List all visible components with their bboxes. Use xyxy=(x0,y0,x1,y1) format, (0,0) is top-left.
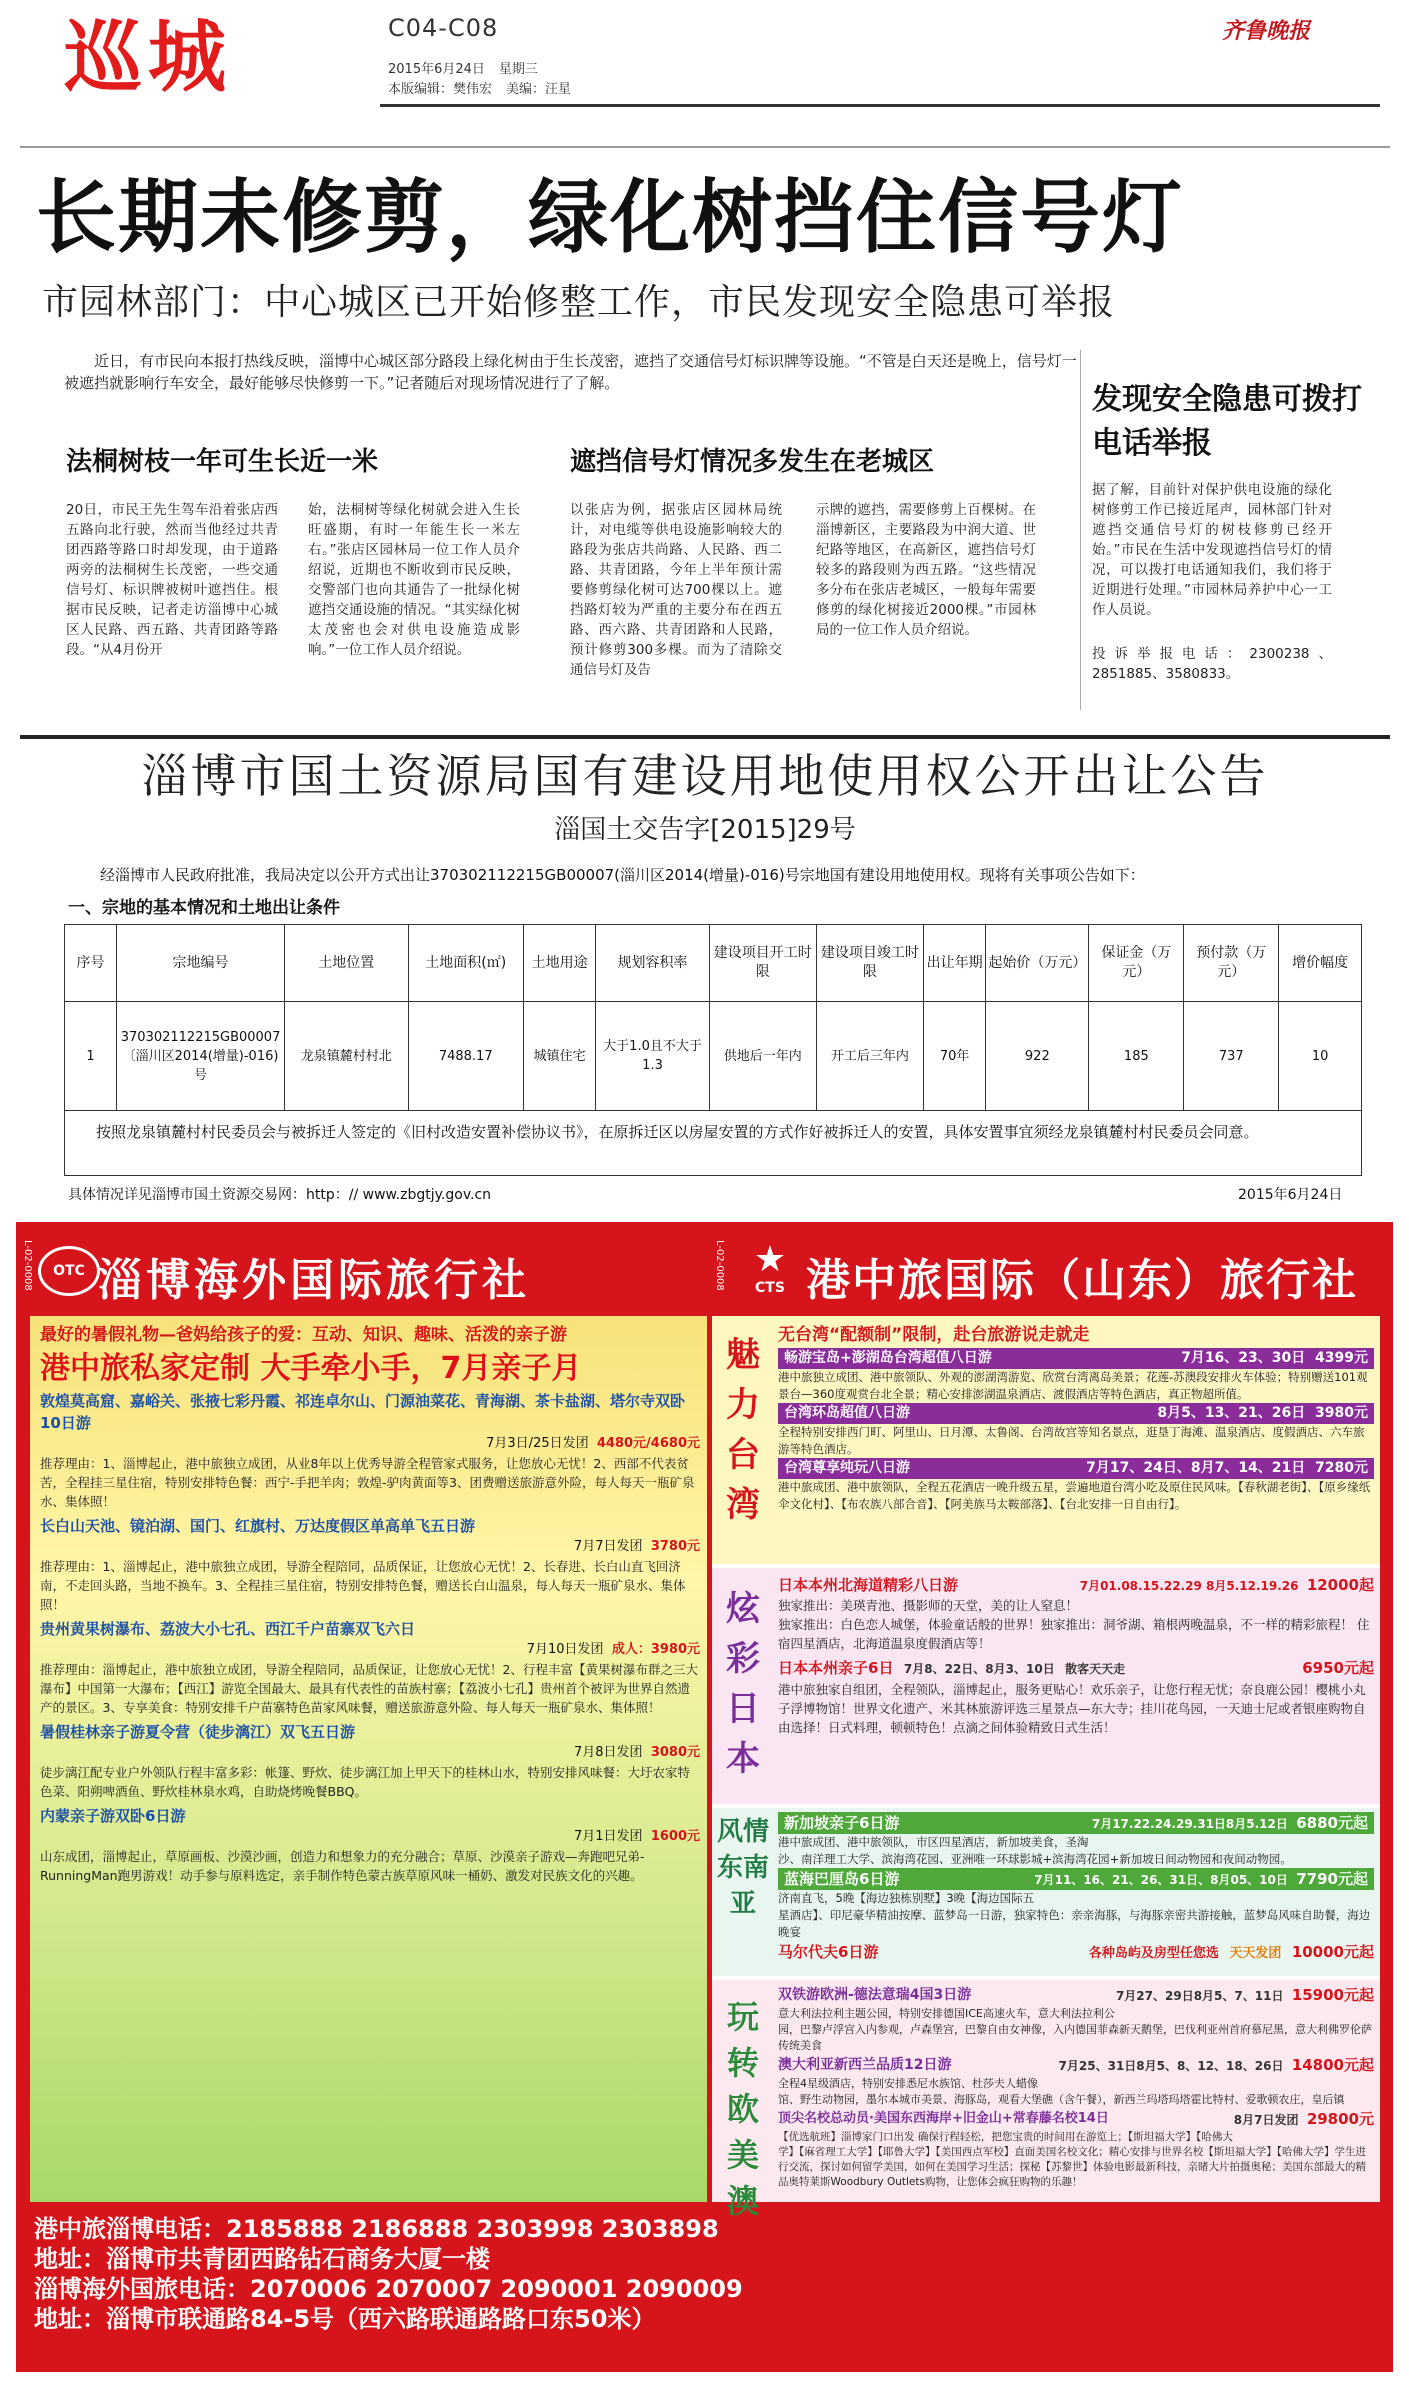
cts-logo-text: CTS xyxy=(755,1280,785,1296)
tour-5-price: 1600元 xyxy=(650,1829,700,1844)
taiwan-tour-3-price: 7280元 xyxy=(1315,1460,1368,1476)
west-tour-1-desc: 意大利法拉利主题公园，特别安排德国ICE高速火车，意大利法拉利公园，巴黎卢浮宫入内参观，卢森堡宫，巴黎自由女神像，入内德国菲森新天鹅堡，巴伐利亚州首府慕尼黑，意大利佛罗伦萨传统美食 xyxy=(778,2007,1372,2052)
tour-3-title: 贵州黄果树瀑布、荔波大小七孔、西江千户苗寨双飞六日 xyxy=(40,1620,416,1638)
tour-1-date: 7月3日/25日发团 xyxy=(486,1436,589,1451)
tour-4-desc: 徒步漓江配专业户外领队行程丰富多彩：帐篷、野炊、徒步漓江加上甲天下的桂林山水，特别安排风味餐：大圩农家特色菜、阳朔啤酒鱼、野炊桂林泉水鸡，自助烧烤晚餐BBQ。 xyxy=(40,1765,691,1799)
td-increment: 10 xyxy=(1279,1002,1362,1111)
ad-right-name: 港中旅国际（山东）旅行社 xyxy=(806,1255,1358,1306)
ad-code-right: L-02-0008 xyxy=(714,1240,725,1291)
sea-tour-2-title: 蓝海巴厘岛6日游 xyxy=(784,1870,900,1888)
taiwan-tour-2-title: 台湾环岛超值八日游 xyxy=(784,1405,910,1421)
west-tour-3-dates: 8月7日发团 xyxy=(1233,2113,1299,2127)
group-taiwan xyxy=(778,1322,1374,1513)
japan-tour-2-title: 日本本州亲子6日 xyxy=(778,1659,894,1677)
ad-left-name: 淄博海外国际旅行社 xyxy=(98,1255,530,1306)
sea-tour-1-desc: 港中旅成团、港中旅领队，市区四星酒店，新加坡美食，圣淘沙、南洋理工大学、滨海湾花园、亚洲唯一环球影城+滨海湾花园+新加坡日间动物园和夜间动物园。 xyxy=(778,1835,1292,1866)
west-tour-1-dates: 7月27、29日8月5、7、11日 xyxy=(1115,1989,1284,2003)
land-table-header xyxy=(65,925,1362,1002)
land-table-row xyxy=(65,1002,1362,1111)
tour-4-price: 3080元 xyxy=(650,1745,700,1760)
land-table xyxy=(64,924,1362,1111)
tour-2-title: 长白山天池、镜泊湖、国门、红旗村、万达度假区单高单飞五日游 xyxy=(40,1517,476,1535)
tour-4-title: 暑假桂林亲子游夏令营（徒步漓江）双飞五日游 xyxy=(40,1723,356,1741)
th-area: 土地面积(㎡) xyxy=(408,925,523,1002)
notice-title: 淄博市国土资源局国有建设用地使用权公开出让公告 xyxy=(141,749,1269,803)
section-logo: 巡城 xyxy=(64,12,233,103)
td-use: 城镇住宅 xyxy=(523,1002,595,1111)
sidebar-body: 据了解，目前针对保护供电设施的绿化树修剪工作已接近尾声，园林部门针对遮挡交通信号灯的树枝修剪已经开始。”市民在生活中发现遮挡信号灯的情况，可以拨打电话通知我们，我们将于近期进行处理。”市园林局养护中心一工作人员说。 xyxy=(1092,482,1332,618)
th-use: 土地用途 xyxy=(523,925,595,1002)
taiwan-tour-2-dates: 8月5、13、21、26日 xyxy=(1157,1405,1306,1421)
west-tour-1-price: 15900元起 xyxy=(1291,1986,1374,2004)
th-term: 出让年期 xyxy=(924,925,986,1002)
article-lead xyxy=(64,350,1078,394)
taiwan-tour-1-title: 畅游宝岛+澎湖岛台湾超值八日游 xyxy=(784,1350,992,1366)
japan-tour-2-dates: 7月8、22日、8月3、10日 xyxy=(903,1662,1055,1676)
group-sea-label: 风情东南亚 xyxy=(716,1817,769,1919)
th-prepay: 预付款（万元） xyxy=(1184,925,1279,1002)
japan-tour-2-desc: 港中旅独家自组团，全程领队，淄博起止，服务更贴心！欢乐亲子，让您行程无忧；奈良鹿公园！樱桃小丸子浮博物馆！世界文化遗产、米其林旅游评选三星景点—东大寺；挂川花鸟园，一天迪士尼或者银座购物自由选择！日式料理，顿顿特色！点滴之间体验精致日式生活！ xyxy=(778,1682,1366,1735)
tour-3-date: 7月10日发团 xyxy=(526,1642,604,1657)
notice-date: 2015年6月24日 xyxy=(1238,1187,1343,1203)
sea-tour-1-title: 新加坡亲子6日游 xyxy=(784,1814,900,1832)
td-no: 1 xyxy=(65,1002,117,1111)
sea-tour-3-extra2: 天天发团 xyxy=(1229,1946,1282,1961)
taiwan-tour-2 xyxy=(778,1403,1374,1424)
ad-left-content xyxy=(40,1322,700,1885)
th-no: 序号 xyxy=(65,925,117,1002)
sea-tour-2 xyxy=(778,1868,1374,1890)
td-end: 开工后三年内 xyxy=(816,1002,923,1111)
taiwan-tour-3-title: 台湾尊享纯玩八日游 xyxy=(784,1460,910,1476)
west-tour-3-desc: 【优选航班】淄博家门口出发 确保行程轻松，把您宝贵的时间用在游览上；【斯坦福大学】【哈佛大学】【麻省理工大学】【耶鲁大学】【美国西点军校】直面美国名校文化；精心安排与世界名校【斯坦福大学】【哈佛大学】学生进行交流，探讨如何留学美国，如何在美国学习生活；探秘【苏黎世】体验电影最新科技，亲睹大片拍摄奥秘；美国东部最大的精品奥特莱斯Woodbury Outlets购物，让您体会疯狂购物的乐趣！ xyxy=(778,2131,1366,2188)
sea-tour-3 xyxy=(778,1941,1374,1963)
taiwan-tour-3-dates: 7月17、24日、8月7、14、21日 xyxy=(1086,1460,1306,1476)
taiwan-tour-1-dates: 7月16、23、30日 xyxy=(1181,1350,1306,1366)
th-increment: 增价幅度 xyxy=(1279,925,1362,1002)
newspaper-name: 齐鲁晚报 xyxy=(1222,18,1311,44)
otc-logo: OTC xyxy=(38,1246,100,1296)
tour-3-price: 成人：3980元 xyxy=(611,1642,700,1657)
taiwan-tour-1-price: 4399元 xyxy=(1315,1350,1368,1366)
japan-tour-2 xyxy=(778,1657,1374,1680)
japan-tour-1-title: 日本本州北海道精彩八日游 xyxy=(778,1576,959,1594)
group-japan xyxy=(778,1574,1374,1737)
west-tour-3 xyxy=(778,2108,1374,2130)
taiwan-tour-1 xyxy=(778,1348,1374,1369)
sea-tour-2-price: 7790元起 xyxy=(1296,1870,1368,1888)
article-lead-text: 近日，有市民向本报打热线反映，淄博中心城区部分路段上绿化树由于生长茂密，遮挡了交通信号灯标识牌等设施。“不管是白天还是晚上，信号灯一被遮挡就影响行车安全，最好能够尽快修剪一下。”记者随后对现场情况进行了了解。 xyxy=(64,352,1077,392)
sea-tour-1 xyxy=(778,1812,1374,1834)
tour-1-title: 敦煌莫高窟、嘉峪关、张掖七彩丹霞、祁连卓尔山、门源油菜花、青海湖、茶卡盐湖、塔尔寺双卧10日游 xyxy=(40,1392,686,1432)
header-rule xyxy=(380,104,1380,107)
th-end: 建设项目竣工时限 xyxy=(816,925,923,1002)
th-parcel: 宗地编号 xyxy=(117,925,285,1002)
notice-footer: 具体情况详见淄博市国土资源交易网：http：// www.zbgtjy.gov.cn xyxy=(68,1187,492,1203)
tour-5-date: 7月1日发团 xyxy=(574,1829,643,1844)
sidebar-phone: 投诉举报电话：2300238、2851885、3580833。 xyxy=(1092,646,1332,682)
west-tour-2-title: 澳大利亚新西兰品质12日游 xyxy=(778,2057,952,2073)
notice-doc-no: 淄国土交告字[2015]29号 xyxy=(554,815,856,845)
tour-5-title: 内蒙亲子游双卧6日游 xyxy=(40,1807,186,1825)
designer-credit: 美编：汪星 xyxy=(506,82,572,97)
taiwan-head: 无台湾“配额制”限制，赴台旅游说走就走 xyxy=(778,1325,1090,1345)
issue-meta xyxy=(388,60,585,100)
section-title-2: 遮挡信号灯情况多发生在老城区 xyxy=(570,447,935,477)
th-start: 建设项目开工时限 xyxy=(709,925,816,1002)
tour-2-price: 3780元 xyxy=(650,1539,700,1554)
group-taiwan-label: 魅力台湾 xyxy=(726,1335,760,1525)
td-prepay: 737 xyxy=(1184,1002,1279,1111)
td-start-price: 922 xyxy=(986,1002,1089,1111)
group-west-label: 玩转欧美澳 xyxy=(726,1998,759,2220)
ad-contacts xyxy=(34,2214,1034,2334)
west-tour-2-desc: 全程4星级酒店，特别安排悉尼水族馆、杜莎夫人蜡像馆、野生动物园，墨尔本城市美景、海豚岛，观看大堡礁（含午餐），新西兰玛塔玛塔霍比特村、爱歌顿农庄，皇后镇 xyxy=(778,2077,1345,2106)
contact-line-1: 港中旅淄博电话：2185888 2186888 2303998 2303898 xyxy=(34,2215,719,2243)
taiwan-tour-2-desc: 全程特别安排西门町、阿里山、日月潭、太鲁阁、台湾故宫等知名景点，逛垦丁海滩、温泉酒店、度假酒店、六车旅游等特色酒店。 xyxy=(778,1425,1365,1456)
west-tour-2-dates: 7月25、31日8月5、8、12、18、26日 xyxy=(1058,2059,1284,2073)
editor-credit: 本版编辑：樊伟宏 xyxy=(388,82,493,97)
tour-2-date: 7月7日发团 xyxy=(574,1539,643,1554)
contact-line-2: 地址：淄博市共青团西路钻石商务大厦一楼 xyxy=(34,2245,490,2273)
contact-line-3: 淄博海外国旅电话：2070006 2070007 2090001 2090009 xyxy=(34,2275,743,2303)
japan-tour-1 xyxy=(778,1574,1374,1596)
th-deposit: 保证金（万元） xyxy=(1089,925,1184,1002)
taiwan-tour-1-desc: 港中旅独立成团、港中旅领队、外观的澎湖湾游览、欣赏台湾离岛美景；花莲-苏澳段安排火车体验；特别赠送101观景台—360度观赏台北全景；精心安排澎湖温泉酒店、渡假酒店等特色酒店，真正物超所值。 xyxy=(778,1370,1368,1401)
sidebar-title: 发现安全隐患可拨打电话举报 xyxy=(1092,382,1362,461)
tour-3-desc: 推荐理由：淄博起止，港中旅独立成团，导游全程陪同，品质保证，让您放心无忧！2、行程丰富【黄果树瀑布群之三大瀑布】中国第一大瀑布；【西江】游览全国最大、最具有代表性的苗族村寨；【荔波小七孔】贵州首个被评为世界自然遗产的景区。3、专享美食：特别安排千户苗寨特色苗家风味餐，赠送旅游意外险、每人每天一瓶矿泉水、集体照！ xyxy=(40,1662,698,1715)
japan-tour-1-desc: 独家推出：美瑛青池、摄影师的天堂，美的让人窒息！独家推出：白色恋人城堡，体验童话般的世界！独家推出：洞爷湖、箱根两晚温泉，不一样的精彩旅程！ 住宿四星酒店，北海道温泉度假酒店等！ xyxy=(778,1598,1370,1651)
sea-tour-2-desc: 济南直飞，5晚【海边独栋别墅】3晚【海边国际五星酒店】、印尼豪华精油按摩、蓝梦岛一日游，独家特色：亲亲海豚，与海豚亲密共游接触，蓝梦岛风味自助餐，海边晚宴 xyxy=(778,1891,1371,1939)
west-tour-2 xyxy=(778,2054,1374,2076)
sea-tour-3-extra: 各种岛屿及房型任您选 xyxy=(1088,1946,1219,1961)
issue-weekday: 星期三 xyxy=(498,62,538,77)
notice-note: 按照龙泉镇麓村村民委员会与被拆迁人签定的《旧村改造安置补偿协议书》，在原拆迁区以房屋安置的方式作好被拆迁人的安置，具体安置事宜须经龙泉镇麓村村民委员会同意。 xyxy=(96,1123,1259,1141)
notice-intro: 经淄博市人民政府批准，我局决定以公开方式出让370302112215GB00007(淄川区2014(增量)-016)号宗地国有建设用地使用权。现将有关事项公告如下： xyxy=(100,866,1145,884)
sea-tour-1-price: 6880元起 xyxy=(1296,1814,1368,1832)
article-headline: 长期未修剪，绿化树挡住信号灯 xyxy=(36,171,1184,264)
sea-tour-2-dates: 7月11、16、21、26、31日、8月05、10日 xyxy=(1034,1873,1288,1887)
tour-2-desc: 推荐理由：1、淄博起止，港中旅独立成团，导游全程陪同，品质保证，让您放心无忧！2、长春进、长白山直飞回济南，不走回头路，当地不换车。3、全程挂三星住宿，特别安排特色餐，赠送长白山温泉，每人每天一瓶矿泉水、集体照！ xyxy=(40,1559,686,1612)
sea-tour-3-title: 马尔代夫6日游 xyxy=(778,1943,879,1961)
tour-5-desc: 山东成团，淄博起止，草原画板、沙漠沙画，创造力和想象力的充分融合；草原、沙漠亲子游戏—奔跑吧兄弟-RunningMan跑男游戏！动手参与原料选定，亲手制作特色蒙古族草原风味一桶奶、激发对民族文化的兴趣。 xyxy=(40,1849,645,1883)
page-range: C04-C08 xyxy=(388,14,499,42)
td-far: 大于1.0且不大于1.3 xyxy=(596,1002,709,1111)
th-location: 土地位置 xyxy=(285,925,409,1002)
td-area: 7488.17 xyxy=(408,1002,523,1111)
group-west xyxy=(778,1984,1374,2190)
group-sea xyxy=(778,1812,1374,1965)
ad-code-left: L-02-0008 xyxy=(22,1240,33,1291)
west-tour-1 xyxy=(778,1984,1374,2006)
taiwan-tour-2-price: 3980元 xyxy=(1315,1405,1368,1421)
section-2-col-2: 示牌的遮挡，需要修剪上百棵树。在淄博新区，主要路段为中润大道、世纪路等地区，在高新区，遮挡信号灯较多的路段则为西五路。“这些情况多分布在张店老城区，一般每年需要修剪的绿化树接近2000棵。”市园林局的一位工作人员介绍说。 xyxy=(816,502,1036,638)
tour-4-date: 7月8日发团 xyxy=(574,1745,643,1760)
td-parcel: 370302112215GB00007〔淄川区2014(增量)-016)号 xyxy=(117,1002,285,1111)
west-tour-1-title: 双铁游欧洲-德法意瑞4国3日游 xyxy=(778,1987,972,2003)
article-subheadline: 市园林部门：中心城区已开始修整工作，市民发现安全隐患可举报 xyxy=(42,282,1116,323)
contact-line-4: 地址：淄博市联通路84-5号（西六路联通路路口东50米） xyxy=(34,2305,656,2333)
th-far: 规划容积率 xyxy=(596,925,709,1002)
th-start-price: 起始价（万元） xyxy=(986,925,1089,1002)
cts-logo xyxy=(742,1240,798,1300)
sea-tour-3-price: 10000元起 xyxy=(1291,1943,1374,1961)
header-rule-bottom xyxy=(20,146,1390,148)
section-2-col-1: 以张店为例，据张店区园林局统计，对电缆等供电设施影响较大的路段为张店共尚路、人民路、西二路、共青团路，今年上半年预计需要修剪绿化树可达700棵以上。遮挡路灯较为严重的主要分布在西五路、西六路、共青团路和人民路，预计修剪300多棵。而为了清除交通信号灯及告 xyxy=(570,502,782,678)
star-icon: ★ xyxy=(753,1239,787,1280)
ad-left-intro: 最好的暑假礼物—爸妈给孩子的爱：互动、知识、趣味、活泼的亲子游 xyxy=(40,1325,567,1345)
td-deposit: 185 xyxy=(1089,1002,1184,1111)
issue-date: 2015年6月24日 xyxy=(388,62,485,77)
taiwan-tour-3 xyxy=(778,1458,1374,1479)
article-divider xyxy=(20,735,1390,739)
td-start: 供地后一年内 xyxy=(709,1002,816,1111)
west-tour-3-title: 顶尖名校总动员·美国东西海岸+旧金山+常春藤名校14日 xyxy=(778,2111,1109,2126)
notice-section-1: 一、宗地的基本情况和土地出让条件 xyxy=(68,898,340,918)
td-term: 70年 xyxy=(924,1002,986,1111)
section-title-1: 法桐树枝一年可生长近一米 xyxy=(66,447,379,477)
japan-tour-2-extra: 散客天天走 xyxy=(1065,1662,1126,1676)
column-separator xyxy=(1080,350,1081,710)
japan-tour-1-dates: 7月01.08.15.22.29 8月5.12.19.26 xyxy=(1079,1579,1299,1593)
section-1-col-1: 20日，市民王先生驾车沿着张店西五路向北行驶，然而当他经过共青团西路等路口时却发现，由于道路两旁的法桐树生长茂密，一些交通信号灯、标识牌被树叶遮挡住。根据市民反映，记者走访淄博中心城区人民路、西五路、共青团路等路段。“从4月份开 xyxy=(66,502,278,658)
group-japan-label: 炫彩日本 xyxy=(726,1589,760,1779)
west-tour-2-price: 14800元起 xyxy=(1291,2056,1374,2074)
ad-left-banner: 港中旅私家定制 大手牵小手，7月亲子月 xyxy=(40,1351,582,1386)
sea-tour-1-dates: 7月17.22.24.29.31日8月5.12日 xyxy=(1091,1817,1288,1831)
section-1-col-2: 始，法桐树等绿化树就会进入生长旺盛期，有时一年能生长一米左右。”张店区园林局一位工作人员介绍说，近期也不断收到市民反映，交警部门也向其通告了一批绿化树遮挡交通设施的情况。“其实绿化树太茂密也会对供电设施造成影响。”一位工作人员介绍说。 xyxy=(308,502,520,658)
td-location: 龙泉镇麓村村北 xyxy=(285,1002,409,1111)
japan-tour-2-price: 6950元起 xyxy=(1302,1659,1374,1677)
tour-1-price: 4480元/4680元 xyxy=(596,1436,700,1451)
japan-tour-1-price: 12000起 xyxy=(1306,1576,1374,1594)
taiwan-tour-3-desc: 港中旅成团、港中旅领队，全程五花酒店一晚升级五星，尝遍地道台湾小吃及原住民风味。【春秋湖老街】、【原乡缘纸伞文化村】、【布农族八部合音】、【阿美族马太鞍部落】、【台北安排一日自由行】。 xyxy=(778,1480,1371,1511)
west-tour-3-price: 29800元 xyxy=(1306,2110,1374,2128)
tour-1-desc: 推荐理由：1、淄博起止，港中旅独立成团，从业8年以上优秀导游全程管家式服务，让您放心无忧！2、西部不代表贫苦，全程挂三星住宿，特别安排特色餐：西宁-手把羊肉；敦煌-驴肉黄面等3、团费赠送旅游意外险，每人每天一瓶矿泉水、集体照！ xyxy=(40,1456,695,1509)
